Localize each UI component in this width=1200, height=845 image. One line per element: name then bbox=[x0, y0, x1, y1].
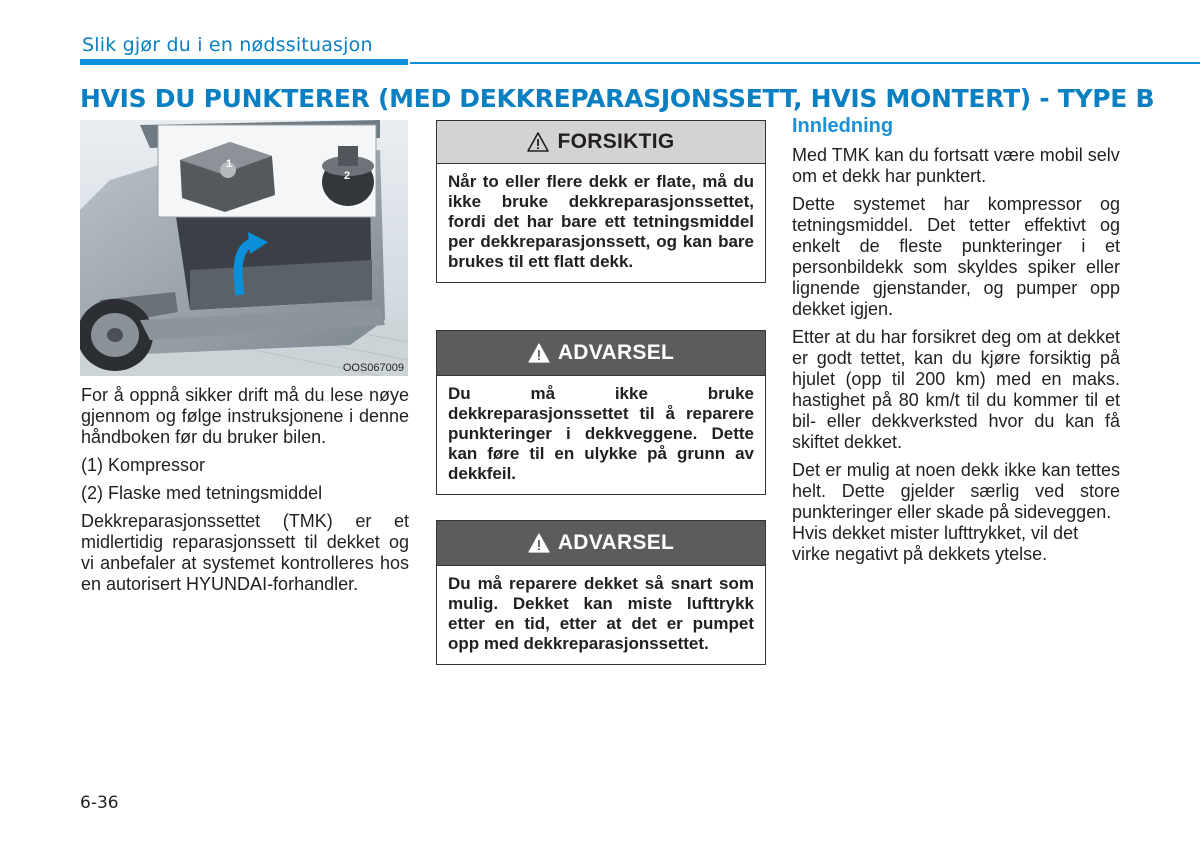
page-number: 6-36 bbox=[80, 793, 119, 813]
warning-box-2 bbox=[436, 520, 766, 665]
tmk-paragraph: Dekkreparasjonssettet (TMK) er et midlertidig reparasjonssett til dekket og vi anbefaler at systemet kontrolleres hos en autorisert HYUNDAI-forhandler. bbox=[81, 511, 409, 594]
caution-box bbox=[436, 120, 766, 283]
paragraph-1: Med TMK kan du fortsatt være mobil selv om et dekk har punktert. bbox=[792, 145, 1120, 186]
warning-triangle-icon bbox=[528, 533, 550, 553]
figure-code: OOS067009 bbox=[342, 362, 404, 374]
car-trunk-illustration bbox=[80, 120, 408, 376]
header-accent-bar bbox=[80, 59, 408, 65]
warning-triangle-icon bbox=[527, 132, 549, 152]
warning-label-2: ADVARSEL bbox=[557, 531, 675, 554]
warning-label-1: ADVARSEL bbox=[557, 341, 675, 364]
callout-1: 1 bbox=[226, 158, 233, 170]
warning-text-1: Du må ikke bruke dekkreparasjonssettet til å reparere punkteringer i dekkveggene. Dette kan føre til en ulykke på grunn av dekkfeil. bbox=[448, 384, 754, 483]
left-column bbox=[81, 385, 409, 602]
warning-triangle-icon bbox=[528, 343, 550, 363]
warning-header-2 bbox=[437, 521, 765, 566]
paragraph-4: Det er mulig at noen dekk ikke kan tettes helt. Dette gjelder særlig ved store punkteringer eller skade på sideveggen. bbox=[792, 460, 1120, 522]
right-column bbox=[792, 116, 1120, 572]
header-rule bbox=[410, 62, 1200, 64]
paragraph-5: Hvis dekket mister lufttrykket, vil det virke negativt på dekkets ytelse. bbox=[792, 523, 1079, 564]
warning-box-1 bbox=[436, 330, 766, 495]
page-title: HVIS DU PUNKTERER (MED DEKKREPARASJONSSETT, HVIS MONTERT) - TYPE B bbox=[80, 84, 1155, 113]
paragraph-2: Dette systemet har kompressor og tetningsmiddel. Det tetter effektivt og enkelt de fleste punkteringer i et personbildekk som skyldes spiker eller lignende gjenstander, og pumper opp dekket igjen. bbox=[792, 194, 1120, 319]
intro-paragraph: For å oppnå sikker drift må du lese nøye gjennom og følge instruksjonene i denne håndboken før du bruker bilen. bbox=[81, 385, 409, 447]
trunk-drawing bbox=[80, 120, 408, 376]
section-label: Slik gjør du i en nødssituasjon bbox=[82, 34, 373, 56]
section-heading: Innledning bbox=[792, 115, 894, 137]
caution-text: Når to eller flere dekk er flate, må du ikke bruke dekkreparasjonssettet, fordi det har bare ett tetningsmiddel per dekkreparasjonssett, og kan bare brukes til ett flatt dekk. bbox=[448, 172, 754, 271]
callout-2: 2 bbox=[344, 170, 351, 182]
paragraph-3: Etter at du har forsikret deg om at dekket er godt tettet, kan du kjøre forsiktig på hjulet (opp til 200 km) med en maks. hastighet på 80 km/t til du kommer til et bil- eller dekkverksted hvor du kan få skiftet dekket. bbox=[792, 327, 1120, 452]
legend-item-compressor: (1) Kompressor bbox=[81, 455, 206, 475]
warning-header-1 bbox=[437, 331, 765, 376]
caution-label: FORSIKTIG bbox=[557, 130, 675, 153]
legend-item-sealant: (2) Flaske med tetningsmiddel bbox=[81, 483, 323, 503]
caution-header bbox=[437, 121, 765, 164]
warning-text-2: Du må reparere dekket så snart som mulig. Dekket kan miste lufttrykk etter en tid, etter at det er pumpet opp med dekkreparasjonssettet. bbox=[448, 574, 754, 653]
